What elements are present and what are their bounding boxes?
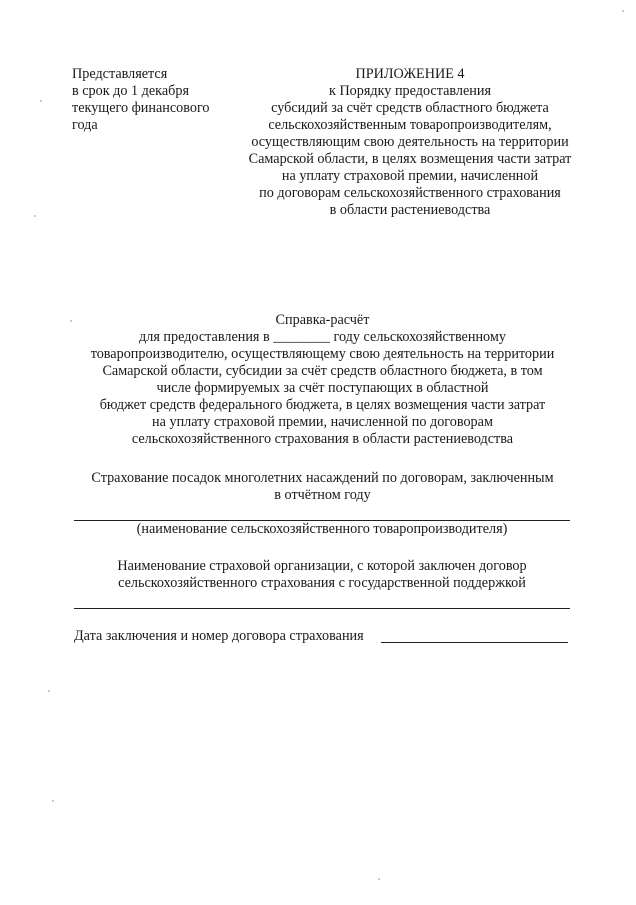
- certificate-line: для предоставления в ________ году сельскохозяйственному: [139, 329, 506, 345]
- appendix-line: в области растениеводства: [329, 202, 491, 218]
- scan-speck: [622, 10, 624, 12]
- certificate-heading: Справка-расчёт: [275, 312, 370, 328]
- scan-speck: [52, 800, 54, 802]
- insurer-label-line: Наименование страховой организации, с которой заключен договор: [117, 558, 527, 574]
- appendix-line: сельскохозяйственным товаропроизводителям,: [268, 117, 552, 133]
- insurance-subject-line: в отчётном году: [274, 487, 371, 503]
- certificate-line: товаропроизводителю, осуществляющему свою деятельность на территории: [90, 346, 555, 362]
- insurer-label: [74, 558, 570, 592]
- certificate-title-block: [40, 312, 605, 448]
- appendix-line: по договорам сельскохозяйственного страхования: [259, 185, 561, 201]
- scan-speck: [48, 690, 50, 692]
- scan-speck: [70, 320, 72, 322]
- appendix-line: осуществляющим свою деятельность на территории: [251, 134, 569, 150]
- certificate-line: бюджет средств федерального бюджета, в целях возмещения части затрат: [99, 397, 546, 413]
- scan-speck: [378, 878, 380, 880]
- insurer-label-line: сельскохозяйственного страхования с государственной поддержкой: [118, 575, 526, 591]
- appendix-line: к Порядку предоставления: [329, 83, 491, 99]
- certificate-line: сельскохозяйственного страхования в области растениеводства: [131, 431, 514, 447]
- scan-speck: [40, 100, 42, 102]
- appendix-line: на уплату страховой премии, начисленной: [281, 168, 539, 184]
- appendix-header: [230, 66, 590, 219]
- appendix-title: ПРИЛОЖЕНИЕ 4: [355, 66, 465, 82]
- submission-deadline-note: [72, 66, 242, 134]
- submission-note-line: Представляется: [72, 66, 168, 82]
- insurance-subject-line: Страхование посадок многолетних насаждений по договорам, заключенным: [91, 470, 554, 486]
- submission-note-line: года: [72, 117, 98, 133]
- contract-date-number-field-line[interactable]: [381, 642, 568, 643]
- submission-note-line: текущего финансового: [72, 100, 210, 116]
- appendix-line: субсидий за счёт средств областного бюджета: [271, 100, 549, 116]
- producer-name-caption: (наименование сельскохозяйственного товаропроизводителя): [136, 521, 508, 537]
- insurance-subject: [40, 470, 605, 504]
- certificate-line: Самарской области, субсидии за счёт средств областного бюджета, в том: [102, 363, 543, 379]
- certificate-line: числе формируемых за счёт поступающих в областной: [156, 380, 489, 396]
- scan-speck: [34, 215, 36, 217]
- contract-date-number-label: Дата заключения и номер договора страхования: [74, 628, 364, 644]
- certificate-line: на уплату страховой премии, начисленной по договорам: [152, 414, 493, 430]
- insurer-name-field-line[interactable]: [74, 608, 570, 609]
- submission-note-line: в срок до 1 декабря: [72, 83, 189, 99]
- appendix-line: Самарской области, в целях возмещения части затрат: [248, 151, 572, 167]
